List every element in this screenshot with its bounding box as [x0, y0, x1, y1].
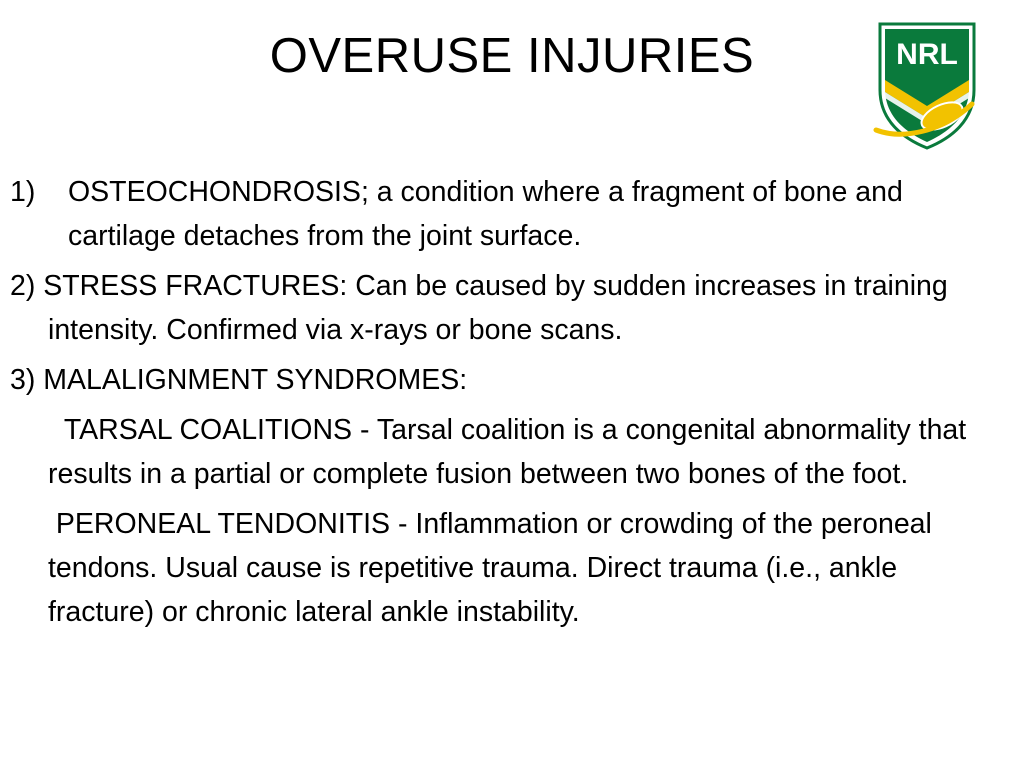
list-item-malalignment: 3) MALALIGNMENT SYNDROMES:: [10, 364, 468, 396]
list-item-tarsal-coalitions: TARSAL COALITIONS - Tarsal coalition is a congenital abnormality that results in a partial or complete fusion between two bones of the foot.: [48, 414, 967, 490]
nrl-logo-text: NRL: [896, 38, 958, 71]
slide-body: [10, 170, 1010, 640]
nrl-logo: [872, 20, 982, 150]
list-item-osteochondrosis: [10, 170, 1010, 258]
slide-title: OVERUSE INJURIES: [269, 29, 755, 83]
list-item-peroneal-tendonitis: PERONEAL TENDONITIS - Inflammation or crowding of the peroneal tendons. Usual cause is repetitive trauma. Direct trauma (i.e., ankle fracture) or chronic lateral ankle instability.: [48, 508, 932, 628]
item-number: 1): [10, 176, 36, 208]
item-text: OSTEOCHONDROSIS; a condition where a fragment of bone and cartilage detaches from the joint surface.: [68, 176, 903, 252]
list-item-stress-fractures: 2) STRESS FRACTURES: Can be caused by sudden increases in training intensity. Confirmed via x-rays or bone scans.: [10, 270, 948, 346]
